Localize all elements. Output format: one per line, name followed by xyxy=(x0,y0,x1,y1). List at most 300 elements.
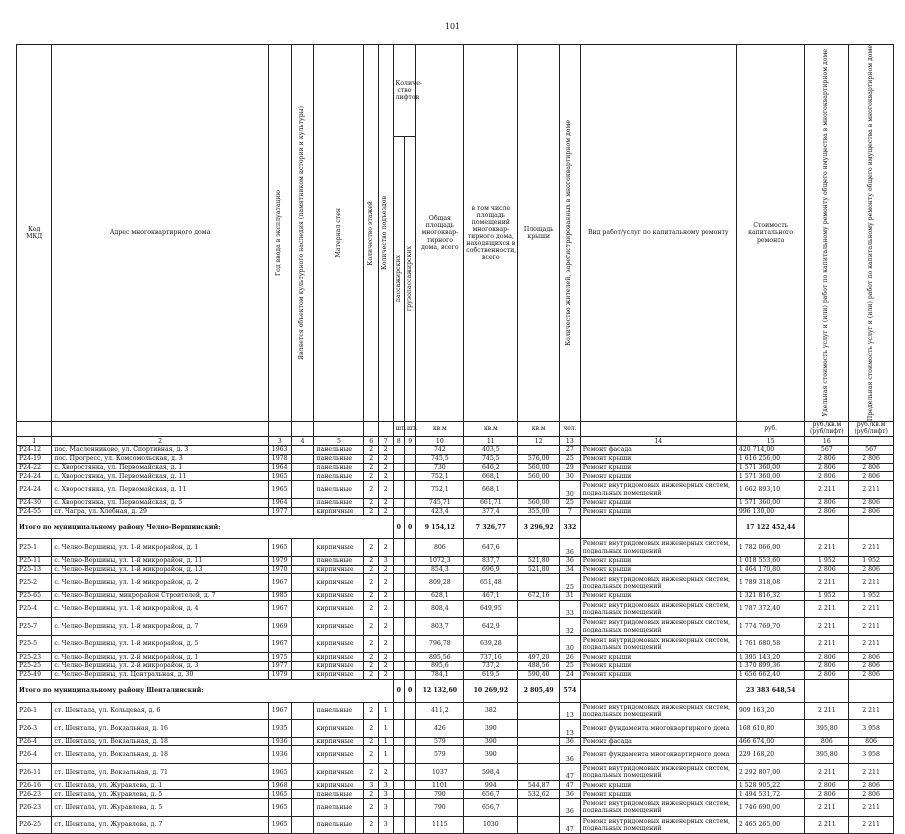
table-cell: 2 xyxy=(364,670,379,679)
table-cell: 672,16 xyxy=(518,591,560,600)
table-cell: 619,5 xyxy=(464,670,518,679)
table-cell: 1968 xyxy=(268,781,291,790)
table-cell: Ремонт крыши xyxy=(580,591,736,600)
table-cell: 2 xyxy=(364,574,379,592)
table-cell: 2 xyxy=(378,446,393,455)
table-cell: 2 806 xyxy=(849,653,894,662)
table-cell: Ремонт внутридомовых инженерных систем, подвальных помещений xyxy=(580,574,736,592)
table-cell: 1 952 xyxy=(805,591,849,600)
table-cell xyxy=(393,618,404,636)
table-cell: кирпичные xyxy=(314,574,364,592)
table-cell: ст. Шентала, ул. Кольцевая, д. 6 xyxy=(52,702,268,720)
table-cell: 34 xyxy=(559,565,580,574)
table-cell: 745,5 xyxy=(416,454,464,463)
unit-area-total: кв.м xyxy=(416,422,464,437)
table-cell xyxy=(404,720,415,738)
table-cell: 567 xyxy=(805,446,849,455)
table-cell xyxy=(393,591,404,600)
header-area-roof: Площадь крыши xyxy=(518,45,560,422)
table-cell: 532,62 xyxy=(518,790,560,799)
table-cell: Р26-25 xyxy=(17,816,52,834)
table-cell xyxy=(404,463,415,472)
table-cell: 2 xyxy=(364,481,379,499)
table-cell: кирпичные xyxy=(314,662,364,671)
table-cell xyxy=(291,653,314,662)
header-material: Материал стен xyxy=(314,45,364,422)
table-cell: с. Челно-Вершины, ул. 1-й микрорайон, д. 4 xyxy=(52,600,268,618)
table-cell: 2 806 xyxy=(805,463,849,472)
table-cell: 25 xyxy=(559,574,580,592)
table-cell: Ремонт крыши xyxy=(580,498,736,507)
table-cell: панельные xyxy=(314,481,364,499)
total-cell xyxy=(849,679,894,702)
table-cell: 579 xyxy=(416,737,464,746)
table-cell: Ремонт крыши xyxy=(580,556,736,565)
table-cell: Ремонт внутридомовых инженерных систем, подвальных помещений xyxy=(580,618,736,636)
table-row xyxy=(17,591,894,600)
column-number: 16 xyxy=(805,437,849,446)
header-lifts: Количе-ство лифтов xyxy=(393,45,416,137)
table-cell: с. Челно-Вершины, ул. 1-й микрорайон, д. 11 xyxy=(52,556,268,565)
table-cell: кирпичные xyxy=(314,591,364,600)
column-numbers-row xyxy=(17,437,894,446)
table-cell: панельные xyxy=(314,702,364,720)
table-cell: панельные xyxy=(314,556,364,565)
table-row xyxy=(17,481,894,499)
table-cell: кирпичные xyxy=(314,600,364,618)
table-cell xyxy=(404,781,415,790)
table-cell: 2 xyxy=(364,507,379,516)
table-cell: 2 xyxy=(378,635,393,653)
table-cell: 13 xyxy=(559,702,580,720)
table-cell xyxy=(393,498,404,507)
table-cell: 806 xyxy=(805,737,849,746)
table-cell: 2 211 xyxy=(849,635,894,653)
table-cell xyxy=(393,481,404,499)
table-row xyxy=(17,618,894,636)
table-cell xyxy=(393,472,404,481)
table-cell: Р25-7 xyxy=(17,618,52,636)
table-cell: 13 xyxy=(559,720,580,738)
unit-unit-cost: руб./кв.м (руб/лифт) xyxy=(805,422,849,437)
unit-area-roof: кв.м xyxy=(518,422,560,437)
table-cell: 2 xyxy=(378,618,393,636)
table-cell: Ремонт фасада xyxy=(580,446,736,455)
unit-cost: руб. xyxy=(736,422,805,437)
table-cell xyxy=(291,720,314,738)
total-cell: 0 xyxy=(404,679,415,702)
table-cell: панельные xyxy=(314,498,364,507)
table-cell: 560,00 xyxy=(518,472,560,481)
total-cell xyxy=(805,516,849,539)
table-cell: ст. Шентала, ул. Журавлева, д. 5 xyxy=(52,799,268,817)
table-cell xyxy=(393,702,404,720)
table-cell xyxy=(518,600,560,618)
table-cell: с. Челно-Вершины, ул. 1-й микрорайон, д. 5 xyxy=(52,635,268,653)
table-cell xyxy=(518,481,560,499)
table-row xyxy=(17,463,894,472)
table-cell: 796,78 xyxy=(416,635,464,653)
table-row xyxy=(17,746,894,764)
table-cell: 395,80 xyxy=(805,746,849,764)
table-cell: 2 xyxy=(364,565,379,574)
table-cell: 2 xyxy=(364,746,379,764)
total-cell: 0 xyxy=(393,679,404,702)
total-cell: 3 296,92 xyxy=(518,516,560,539)
table-cell xyxy=(404,498,415,507)
table-cell: 1 018 553,60 xyxy=(736,556,805,565)
header-area-total: Общая площадь многоквар-тирного дома, всего xyxy=(416,45,464,422)
table-cell xyxy=(404,539,415,557)
table-cell: 560,00 xyxy=(518,498,560,507)
table-cell: Ремонт внутридомовых инженерных систем, подвальных помещений xyxy=(580,600,736,618)
table-cell: 2 xyxy=(378,565,393,574)
table-cell: Р24-12 xyxy=(17,446,52,455)
total-cell: 17 122 452,44 xyxy=(736,516,805,539)
table-cell xyxy=(404,454,415,463)
header-max-cost: Предельная стоимость услуг и (или) работ по капитальному ремонту общего имущества в многоквартирном доме xyxy=(849,45,894,422)
table-cell: кирпичные xyxy=(314,781,364,790)
table-cell: 806 xyxy=(849,737,894,746)
table-cell: 2 211 xyxy=(849,702,894,720)
table-cell: 2 211 xyxy=(805,635,849,653)
table-cell: 1977 xyxy=(268,507,291,516)
table-cell: 2 211 xyxy=(849,539,894,557)
table-cell: кирпичные xyxy=(314,763,364,781)
column-number: 12 xyxy=(518,437,560,446)
table-cell: 377,4 xyxy=(464,507,518,516)
table-cell: 696,9 xyxy=(464,565,518,574)
table-cell: 661,71 xyxy=(464,498,518,507)
table-cell: с. Челно-Вершины, ул. 1-й микрорайон, д. 13 xyxy=(52,565,268,574)
total-label: Итого по муниципальному району Шенталинский: xyxy=(17,679,394,702)
table-cell: Р25-5 xyxy=(17,635,52,653)
table-cell: 752,1 xyxy=(416,481,464,499)
table-cell: панельные xyxy=(314,463,364,472)
table-cell: 1 571 360,00 xyxy=(736,472,805,481)
table-cell xyxy=(404,662,415,671)
table-cell: 2 xyxy=(364,539,379,557)
table-cell xyxy=(404,446,415,455)
table-cell: 1 528 905,22 xyxy=(736,781,805,790)
header-work: Вид работ/услуг по капитальному ремонту xyxy=(580,45,736,422)
table-cell: 2 xyxy=(364,799,379,817)
total-cell: 0 xyxy=(393,516,404,539)
table-cell: 25 xyxy=(559,662,580,671)
table-cell xyxy=(404,565,415,574)
table-cell: 36 xyxy=(559,746,580,764)
table-cell: 2 806 xyxy=(805,565,849,574)
table-cell xyxy=(291,670,314,679)
table-cell: Р25-4 xyxy=(17,600,52,618)
table-cell xyxy=(404,763,415,781)
table-cell: Ремонт внутридомовых инженерных систем, подвальных помещений xyxy=(580,635,736,653)
table-cell xyxy=(291,737,314,746)
table-cell: 2 465 265,00 xyxy=(736,816,805,834)
table-cell: ст. Шентала, ул. Вокзальная, д. 18 xyxy=(52,746,268,764)
table-row xyxy=(17,653,894,662)
table-cell: 1965 xyxy=(268,539,291,557)
total-cell: 23 383 648,54 xyxy=(736,679,805,702)
table-cell: 1037 xyxy=(416,763,464,781)
table-cell: 2 xyxy=(364,498,379,507)
table-cell: с. Челно-Вершины, микрорайон Строителей, д. 7 xyxy=(52,591,268,600)
table-cell: Ремонт крыши xyxy=(580,472,736,481)
header-address: Адрес многоквартирного дома xyxy=(52,45,268,422)
total-cell: 0 xyxy=(404,516,415,539)
table-cell: 2 806 xyxy=(849,472,894,481)
table-cell xyxy=(393,446,404,455)
table-cell: 2 xyxy=(378,507,393,516)
table-cell xyxy=(291,600,314,618)
table-cell: 2 806 xyxy=(849,507,894,516)
table-cell xyxy=(393,790,404,799)
table-cell: 2 xyxy=(364,720,379,738)
table-cell xyxy=(393,763,404,781)
table-row xyxy=(17,565,894,574)
table-cell: Р25-11 xyxy=(17,556,52,565)
column-number: 8 xyxy=(393,437,404,446)
table-cell: Р24-30 xyxy=(17,498,52,507)
table-cell: 2 806 xyxy=(849,463,894,472)
table-cell: 2 xyxy=(364,472,379,481)
table-cell xyxy=(291,472,314,481)
table-cell: 521,80 xyxy=(518,556,560,565)
table-row xyxy=(17,635,894,653)
table-cell: 403,5 xyxy=(464,446,518,455)
total-cell: 2 805,49 xyxy=(518,679,560,702)
table-cell: панельные xyxy=(314,454,364,463)
table-cell: Ремонт крыши xyxy=(580,781,736,790)
table-cell xyxy=(518,720,560,738)
table-cell: Ремонт фундамента многоквартирного дома xyxy=(580,720,736,738)
table-cell: 24 xyxy=(559,670,580,679)
header-lifts-cargo: грузопассажирских xyxy=(404,136,415,421)
table-cell: Ремонт крыши xyxy=(580,662,736,671)
table-cell xyxy=(393,635,404,653)
table-cell: 2 211 xyxy=(805,702,849,720)
table-cell: 27 xyxy=(559,446,580,455)
table-cell: 390 xyxy=(464,737,518,746)
table-cell: 2 806 xyxy=(849,662,894,671)
table-cell: 1965 xyxy=(268,816,291,834)
table-cell: 2 xyxy=(378,763,393,781)
table-cell: Ремонт внутридомовых инженерных систем, подвальных помещений xyxy=(580,763,736,781)
table-cell xyxy=(404,472,415,481)
table-row xyxy=(17,446,894,455)
table-cell: Р25-49 xyxy=(17,670,52,679)
table-cell xyxy=(291,790,314,799)
table-cell: 1965 xyxy=(268,790,291,799)
table-cell: 649,95 xyxy=(464,600,518,618)
table-cell: 895,56 xyxy=(416,653,464,662)
table-cell xyxy=(291,781,314,790)
table-cell: 1977 xyxy=(268,662,291,671)
table-cell: с. Хворостянка, ул. Первомайская, д. 11 xyxy=(52,472,268,481)
table-cell xyxy=(291,618,314,636)
table-cell: 2 806 xyxy=(849,781,894,790)
table-cell: 31 xyxy=(559,591,580,600)
table-cell xyxy=(404,790,415,799)
table-cell: с. Челно-Вершины, ул. Центральная, д. 30 xyxy=(52,670,268,679)
table-cell: 2 806 xyxy=(805,454,849,463)
table-cell xyxy=(393,781,404,790)
table-cell: 1965 xyxy=(268,472,291,481)
table-cell: ст. Шентала, ул. Вокзальная, д. 16 xyxy=(52,720,268,738)
table-cell xyxy=(404,574,415,592)
table-body xyxy=(17,446,894,834)
table-cell: 30 xyxy=(559,481,580,499)
table-cell: 1964 xyxy=(268,463,291,472)
table-cell: 1975 xyxy=(268,653,291,662)
table-cell: 2 xyxy=(364,737,379,746)
column-number: 7 xyxy=(378,437,393,446)
table-cell xyxy=(393,799,404,817)
table-cell: 642,9 xyxy=(464,618,518,636)
table-cell: панельные xyxy=(314,790,364,799)
table-cell: 1967 xyxy=(268,574,291,592)
table-cell: 1965 xyxy=(268,763,291,781)
table-cell xyxy=(291,816,314,834)
table-cell: 2 xyxy=(378,574,393,592)
table-cell xyxy=(404,746,415,764)
table-cell xyxy=(404,591,415,600)
table-cell xyxy=(518,446,560,455)
table-row xyxy=(17,498,894,507)
table-cell: 2 806 xyxy=(849,565,894,574)
table-cell xyxy=(393,816,404,834)
table-cell: 2 xyxy=(378,600,393,618)
table-cell: 1970 xyxy=(268,565,291,574)
table-cell xyxy=(291,463,314,472)
table-cell: 3 xyxy=(378,816,393,834)
table-cell: 1964 xyxy=(268,498,291,507)
table-cell: с. Хворостянка, ул. Первомайская, д. 11 xyxy=(52,481,268,499)
table-cell: 854,3 xyxy=(416,565,464,574)
table-cell xyxy=(404,799,415,817)
table-cell: ст. Шентала, ул. Журавлева, д. 1 xyxy=(52,781,268,790)
table-cell: 2 211 xyxy=(805,816,849,834)
table-cell: 668,1 xyxy=(464,472,518,481)
table-cell: 2 xyxy=(378,463,393,472)
table-cell: 2 xyxy=(378,472,393,481)
table-cell xyxy=(291,799,314,817)
table-cell: 2 211 xyxy=(849,618,894,636)
table-cell: пос. Масленниково, ул. Спортивная, д. 3 xyxy=(52,446,268,455)
table-cell: 790 xyxy=(416,799,464,817)
table-cell: 1030 xyxy=(464,816,518,834)
table-cell: 25 xyxy=(559,454,580,463)
table-cell: 1 xyxy=(378,702,393,720)
header-floors: Количество этажей xyxy=(364,45,379,422)
table-cell: 229 168,20 xyxy=(736,746,805,764)
table-cell: 590,40 xyxy=(518,670,560,679)
table-cell: 2 211 xyxy=(849,481,894,499)
total-cell xyxy=(849,516,894,539)
table-cell: ст. Шентала, ул. Вокзальная, д. 71 xyxy=(52,763,268,781)
table-cell: с. Челно-Вершины, ул. 2-й микрорайон, д. 3 xyxy=(52,662,268,671)
table-cell: 1 571 360,00 xyxy=(736,463,805,472)
unit-residents: чел. xyxy=(559,422,580,437)
table-cell: 2 806 xyxy=(849,790,894,799)
table-cell: ст. Чагра, ул. Хлебная, д. 29 xyxy=(52,507,268,516)
table-cell: Ремонт внутридомовых инженерных систем, подвальных помещений xyxy=(580,539,736,557)
table-cell: Ремонт крыши xyxy=(580,454,736,463)
table-cell: 579 xyxy=(416,746,464,764)
table-cell: 2 xyxy=(364,816,379,834)
header-cost: Стоимость капитального ремонта xyxy=(736,45,805,422)
table-cell: кирпичные xyxy=(314,746,364,764)
table-cell: 2 xyxy=(364,653,379,662)
table-cell: 567 xyxy=(849,446,894,455)
table-cell: Р24-22 xyxy=(17,463,52,472)
table-cell: 2 292 807,00 xyxy=(736,763,805,781)
table-cell: 2 xyxy=(364,454,379,463)
table-cell: 2 806 xyxy=(849,670,894,679)
table-cell: кирпичные xyxy=(314,539,364,557)
table-cell: с. Челно-Вершины, ул. 2-й микрорайон, д. 1 xyxy=(52,653,268,662)
table-cell: Р25-23 xyxy=(17,653,52,662)
table-cell: Р26-3 xyxy=(17,720,52,738)
table-cell: ст. Шентала, ул. Журавлева, д. 5 xyxy=(52,790,268,799)
column-number: 6 xyxy=(364,437,379,446)
header-entrances: Количество подъездов xyxy=(378,45,393,422)
table-cell xyxy=(291,565,314,574)
table-cell xyxy=(393,600,404,618)
table-cell: Ремонт внутридомовых инженерных систем, подвальных помещений xyxy=(580,816,736,834)
table-cell: 2 xyxy=(378,498,393,507)
table-cell: 1 952 xyxy=(849,591,894,600)
total-cell: 12 132,60 xyxy=(416,679,464,702)
table-cell: 2 211 xyxy=(805,763,849,781)
table-cell: 47 xyxy=(559,763,580,781)
table-cell: 2 211 xyxy=(805,574,849,592)
table-cell: 2 211 xyxy=(805,600,849,618)
table-cell: Р25-25 xyxy=(17,662,52,671)
table-cell: 646,2 xyxy=(464,463,518,472)
table-row xyxy=(17,600,894,618)
table-cell: 808,4 xyxy=(416,600,464,618)
column-number xyxy=(849,437,894,446)
table-cell: 2 211 xyxy=(849,799,894,817)
header-kod: Код МКД xyxy=(17,45,52,422)
table-cell: 382 xyxy=(464,702,518,720)
table-cell: 32 xyxy=(559,618,580,636)
table-cell: Р24-19 xyxy=(17,454,52,463)
table-cell: 47 xyxy=(559,816,580,834)
table-cell xyxy=(404,702,415,720)
table-cell: 47 xyxy=(559,781,580,790)
table-cell xyxy=(404,618,415,636)
table-row xyxy=(17,670,894,679)
table-cell: 1 782 066,00 xyxy=(736,539,805,557)
table-row xyxy=(17,454,894,463)
table-cell: 745,5 xyxy=(464,454,518,463)
table-cell: 2 806 xyxy=(849,454,894,463)
table-cell: кирпичные xyxy=(314,653,364,662)
table-row xyxy=(17,574,894,592)
table-cell: 668,1 xyxy=(464,481,518,499)
table-cell: 2 xyxy=(378,454,393,463)
table-cell: 1 571 360,00 xyxy=(736,498,805,507)
total-cell: 9 154,12 xyxy=(416,516,464,539)
table-cell xyxy=(291,763,314,781)
table-cell: Р26-4 xyxy=(17,737,52,746)
unit-max-cost: руб./кв.м (руб/лифт) xyxy=(849,422,894,437)
table-cell: 1 952 xyxy=(849,556,894,565)
table-cell: 2 xyxy=(378,662,393,671)
table-cell xyxy=(291,446,314,455)
